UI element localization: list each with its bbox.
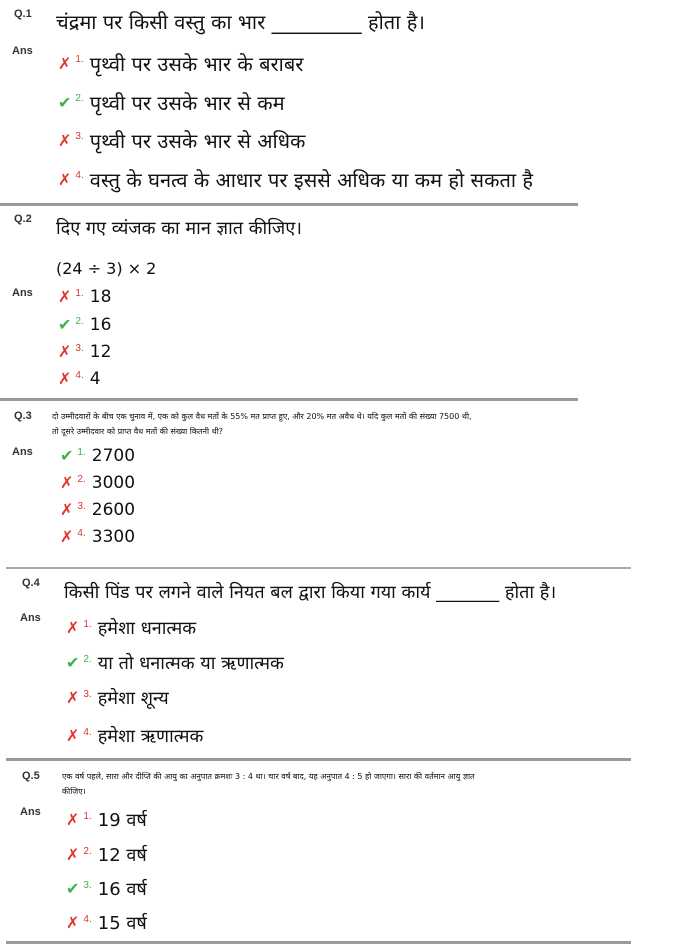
option-number: 3.	[75, 342, 84, 354]
option-item	[58, 369, 101, 389]
option-text: 12	[89, 342, 112, 362]
option-item	[58, 342, 111, 362]
answer-label: Ans	[12, 287, 33, 299]
question-separator	[0, 203, 578, 206]
cross-icon: ✗	[66, 688, 80, 707]
question-text: दिए गए व्यंजक का मान ज्ञात कीजिए।	[56, 218, 303, 239]
question-text-line-1: दो उम्मीदवारों के बीच एक चुनाव में, एक को कुल वैध मतों के 55% मत प्राप्त हुए, और 20% मत अवैध थे। यदि कुल मतों की संख्या 7500 थी,	[52, 412, 472, 421]
option-item	[60, 446, 135, 466]
option-number: 4.	[77, 527, 86, 539]
option-item	[58, 287, 111, 307]
answer-label: Ans	[20, 806, 41, 818]
option-number: 2.	[75, 315, 84, 327]
cross-icon: ✗	[58, 130, 72, 150]
question-number: Q.5	[22, 770, 40, 782]
option-text: 16	[89, 315, 112, 335]
question-text: चंद्रमा पर किसी वस्तु का भार _________ होता है।	[56, 10, 425, 34]
option-number: 2.	[83, 653, 92, 665]
cross-icon: ✗	[66, 618, 80, 637]
option-text: पृथ्वी पर उसके भार से अधिक	[89, 129, 306, 153]
question-number: Q.4	[22, 577, 40, 589]
option-number: 2.	[77, 473, 86, 485]
option-number: 2.	[75, 93, 84, 104]
cross-icon: ✗	[66, 726, 80, 745]
option-text: हमेशा धनात्मक	[97, 618, 197, 639]
cross-icon: ✗	[60, 500, 74, 519]
question-separator	[6, 758, 631, 761]
question-text: किसी पिंड पर लगने वाले नियत बल द्वारा किया गया कार्य _______ होता है।	[64, 582, 557, 603]
option-item	[58, 166, 533, 193]
option-text: 15 वर्ष	[97, 913, 147, 934]
option-item	[66, 877, 147, 901]
option-number: 1.	[75, 287, 84, 299]
option-text: 3000	[91, 473, 136, 493]
option-text: या तो धनात्मक या ऋणात्मक	[97, 653, 284, 674]
cross-icon: ✗	[58, 169, 72, 189]
option-text: 19 वर्ष	[97, 810, 147, 831]
question-text-line-1: एक वर्ष पहले, सारा और दीप्ति की आयु का अनुपात क्रमशः 3 : 4 था। चार वर्ष बाद, यह अनुपात 4 : 5 हो जाएगा। सारा की वर्तमान आयु ज्ञात	[62, 772, 475, 781]
answer-label: Ans	[12, 446, 33, 458]
option-item	[58, 50, 303, 77]
cross-icon: ✗	[60, 473, 74, 492]
question-separator	[6, 941, 631, 944]
option-number: 4.	[83, 913, 92, 925]
option-item	[60, 473, 135, 493]
option-text: पृथ्वी पर उसके भार के बराबर	[89, 52, 304, 76]
question-number: Q.2	[14, 213, 32, 225]
question-separator	[6, 567, 631, 569]
cross-icon: ✗	[58, 287, 72, 306]
option-text: हमेशा ऋणात्मक	[97, 726, 204, 747]
check-icon: ✔	[60, 446, 74, 465]
check-icon: ✔	[58, 315, 72, 334]
option-item	[66, 911, 147, 935]
question-expression: (24 ÷ 3) × 2	[56, 259, 157, 278]
option-item	[60, 500, 135, 520]
cross-icon: ✗	[58, 342, 72, 361]
cross-icon: ✗	[60, 527, 74, 546]
question-separator	[0, 398, 578, 401]
option-text: पृथ्वी पर उसके भार से कम	[89, 91, 285, 115]
option-text: 3300	[91, 527, 136, 547]
option-item	[58, 315, 111, 335]
option-text: हमेशा शून्य	[97, 688, 169, 709]
cross-icon: ✗	[66, 810, 80, 829]
option-item	[58, 89, 285, 116]
option-text: 2600	[91, 500, 136, 520]
option-text: 12 वर्ष	[97, 845, 147, 866]
option-number: 4.	[83, 726, 92, 738]
question-number: Q.3	[14, 410, 32, 422]
option-item	[66, 686, 169, 710]
question-text-line-2: कीजिए।	[62, 787, 86, 796]
option-item	[66, 724, 203, 748]
answer-label: Ans	[12, 45, 33, 57]
option-number: 1.	[75, 54, 84, 65]
option-number: 1.	[77, 446, 86, 458]
option-text: 2700	[91, 446, 136, 466]
option-number: 3.	[83, 688, 92, 700]
check-icon: ✔	[66, 653, 80, 672]
option-text: 16 वर्ष	[97, 879, 147, 900]
question-text-line-2: तो दूसरे उम्मीदवार को प्राप्त वैध मतों की संख्या कितनी थी?	[52, 427, 224, 436]
option-text: वस्तु के घनत्व के आधार पर इससे अधिक या कम हो सकता है	[89, 168, 533, 192]
answer-label: Ans	[20, 612, 41, 624]
cross-icon: ✗	[58, 369, 72, 388]
check-icon: ✔	[58, 92, 72, 112]
option-item	[66, 651, 284, 675]
cross-icon: ✗	[58, 53, 72, 73]
option-text: 4	[89, 369, 101, 389]
option-number: 4.	[75, 170, 84, 181]
option-number: 3.	[77, 500, 86, 512]
option-number: 1.	[83, 810, 92, 822]
cross-icon: ✗	[66, 845, 80, 864]
question-number: Q.1	[14, 8, 32, 20]
check-icon: ✔	[66, 879, 80, 898]
option-item	[60, 527, 135, 547]
option-text: 18	[89, 287, 112, 307]
option-number: 1.	[83, 618, 92, 630]
option-item	[58, 127, 305, 154]
option-number: 2.	[83, 845, 92, 857]
option-item	[66, 616, 196, 640]
option-item	[66, 808, 147, 832]
option-item	[66, 843, 147, 867]
cross-icon: ✗	[66, 913, 80, 932]
option-number: 3.	[83, 879, 92, 891]
option-number: 3.	[75, 131, 84, 142]
option-number: 4.	[75, 369, 84, 381]
